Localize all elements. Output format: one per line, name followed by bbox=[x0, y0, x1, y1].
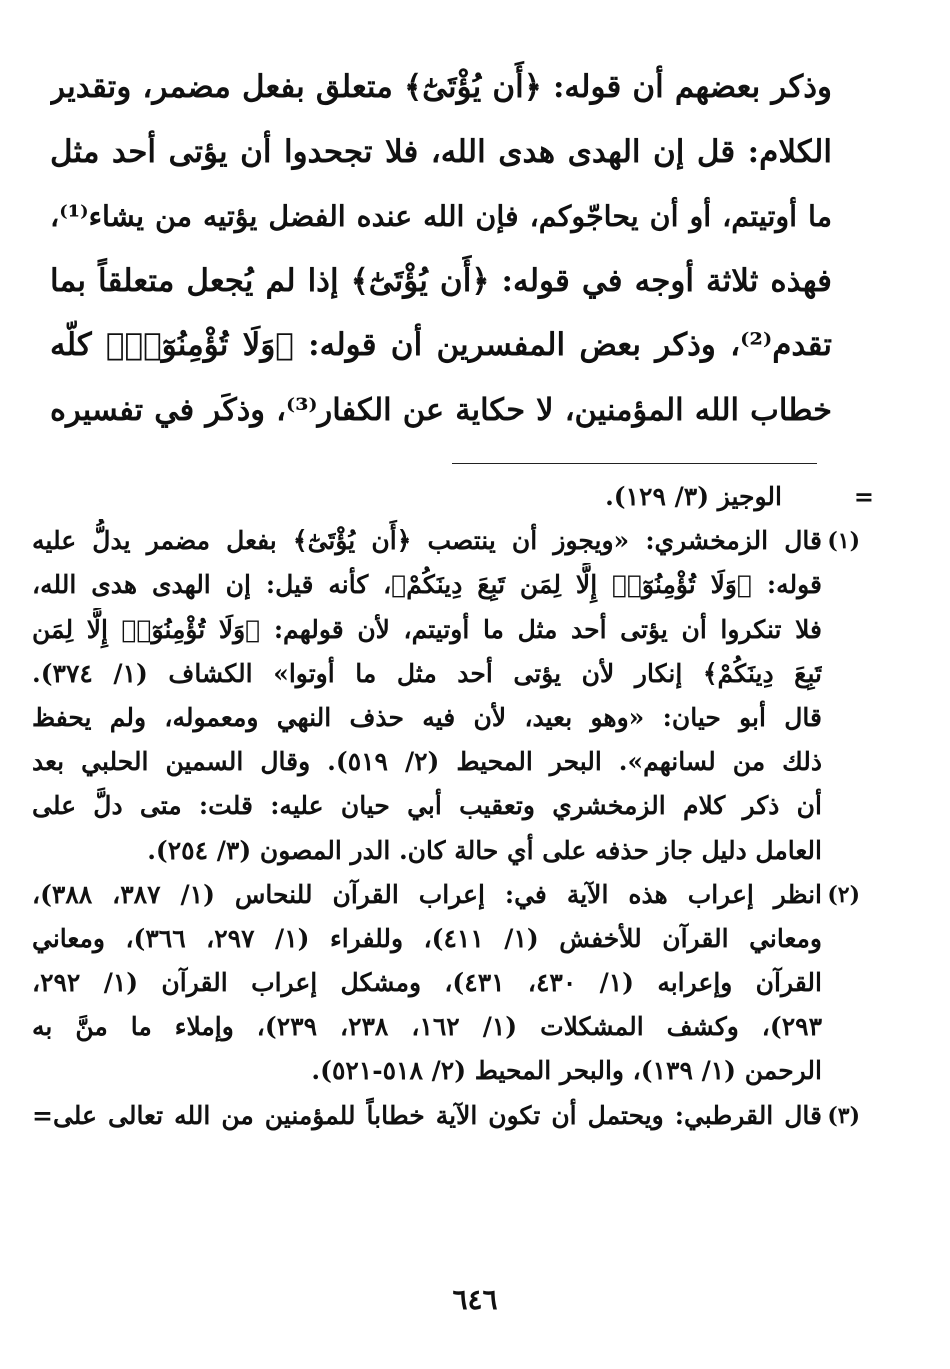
footnote-line: العامل دليل جاز حذفه على أي حالة كان. الدر المصون (٣/ ٢٥٤). bbox=[147, 835, 822, 865]
main-text-line: تقدم⁽²⁾، وذكر بعض المفسرين أن قوله: ﴿وَلَا تُؤْمِنُوٓا۟﴾ كلّه bbox=[50, 327, 832, 363]
footnote-continuation bbox=[32, 475, 874, 519]
footnote-1 bbox=[32, 519, 860, 873]
main-text-line: فهذه ثلاثة أوجه في قوله: ﴿أَن يُؤْتَىٰٓ﴾ إذا لم يُجعل متعلقاً بما bbox=[50, 262, 832, 299]
footnote-line: ذلك من لسانهم». البحر المحيط (٢/ ٥١٩). وقال السمين الحلبي بعد bbox=[32, 747, 822, 777]
footnote-2 bbox=[32, 873, 860, 1094]
footnote-line: انظر إعراب هذه الآية في: إعراب القرآن للنحاس (١/ ٣٨٧، ٣٨٨)، bbox=[32, 879, 822, 909]
main-text-line: وذكر بعضهم أن قوله: ﴿أَن يُؤْتَىٰٓ﴾ متعلق بفعل مضمر، وتقدير bbox=[50, 69, 832, 105]
footnote-line: الوجيز (٣/ ١٢٩). bbox=[605, 482, 782, 511]
main-text-line: ما أوتيتم، أو أن يحاجّوكم، فإن الله عنده الفضل يؤتيه من يشاء⁽¹⁾، bbox=[50, 199, 832, 233]
footnote-line: قوله: ﴿وَلَا تُؤْمِنُوٓا۟ إِلَّا لِمَن تَبِعَ دِينَكُمْ﴾، كأنه قيل: إن الهدى هدى الله، bbox=[32, 570, 822, 600]
footnotes-section bbox=[32, 475, 874, 1138]
footnote-3 bbox=[32, 1094, 860, 1138]
footnote-line: قال الزمخشري: «ويجوز أن ينتصب ﴿أَن يُؤْتَىٰٓ﴾ بفعل مضمر يدلُّ عليه bbox=[32, 526, 822, 556]
footnote-separator bbox=[452, 463, 817, 464]
footnote-line: قال القرطبي: ويحتمل أن تكون الآية خطاباً للمؤمنين من الله تعالى على= bbox=[32, 1100, 822, 1130]
footnote-line: تَبِعَ دِينَكُمْ﴾ إنكار لأن يؤتى أحد مثل ما أوتوا» الكشاف (١/ ٣٧٤). bbox=[32, 658, 822, 688]
page-number: ٦٤٦ bbox=[452, 1283, 498, 1316]
footnote-number: (٢) bbox=[827, 881, 860, 908]
footnote-number: (١) bbox=[827, 528, 860, 555]
footnote-number: (٣) bbox=[827, 1102, 860, 1129]
continuation-mark: = bbox=[853, 482, 874, 511]
footnote-line: فلا تنكروا أن يؤتى أحد مثل ما أوتيتم، لأن قولهم: ﴿وَلَا تُؤْمِنُوٓا۟ إِلَّا لِمَن bbox=[32, 614, 822, 644]
footnote-line: أن ذكر كلام الزمخشري وتعقيب أبي حيان عليه: قلت: متى دلَّ على bbox=[32, 791, 822, 821]
footnote-line: الرحمن (١/ ١٣٩)، والبحر المحيط (٢/ ٥١٨-٥٢١). bbox=[311, 1056, 822, 1086]
main-text-body bbox=[50, 55, 832, 442]
footnote-line: قال أبو حيان: «وهو بعيد، لأن فيه حذف النهي ومعموله، ولم يحفظ bbox=[32, 702, 822, 732]
footnote-line: ٢٩٣)، وكشف المشكلات (١/ ١٦٢، ٢٣٨، ٢٣٩)، وإملاء ما منَّ به bbox=[32, 1012, 822, 1042]
main-text-line: الكلام: قل إن الهدى هدى الله، فلا تجحدوا أن يؤتى أحد مثل bbox=[50, 133, 832, 170]
footnote-line: ومعاني القرآن للأخفش (١/ ٤١١)، وللفراء (١/ ٢٩٧، ٣٦٦)، ومعاني bbox=[32, 923, 822, 953]
main-text-line: خطاب الله المؤمنين، لا حكاية عن الكفار⁽³⁾، وذكَر في تفسيره bbox=[50, 391, 832, 428]
footnote-line: القرآن وإعرابه (١/ ٤٣٠، ٤٣١)، ومشكل إعراب القرآن (١/ ٢٩٢، bbox=[32, 968, 822, 998]
